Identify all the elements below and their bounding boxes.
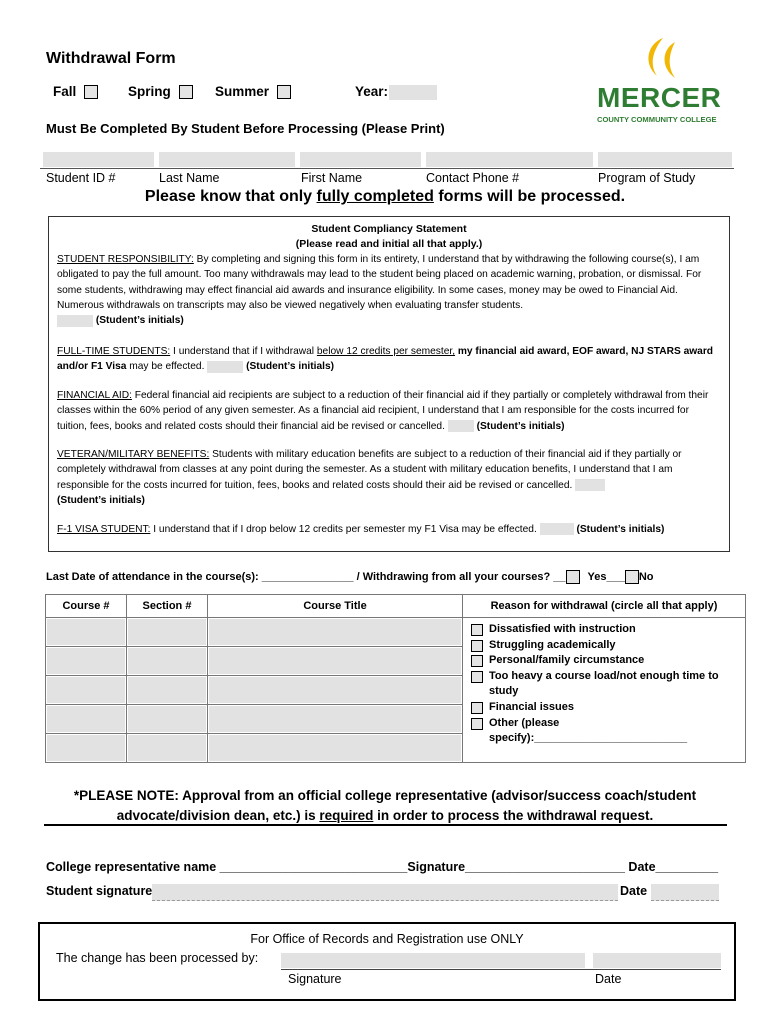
- note-line-2: [0, 806, 770, 826]
- course-number-input-5[interactable]: [47, 735, 125, 761]
- reason-checkbox-4[interactable]: [471, 671, 483, 683]
- term-fall: [53, 84, 98, 99]
- college-logo: [595, 34, 730, 126]
- visa-head: F-1 VISA STUDENT:: [57, 524, 151, 535]
- contact-phone-label: Contact Phone #: [426, 171, 520, 185]
- student-signature-label: Student signature: [46, 884, 153, 898]
- reason-checkbox-6[interactable]: [471, 718, 483, 730]
- reason-checkbox-1[interactable]: [471, 624, 483, 636]
- office-title: For Office of Records and Registration use ONLY: [250, 932, 524, 946]
- veteran-body: Students with military education benefits are subject to a reduction of their financial aid if they partially or completely withdrawal from classes at any point during the semester. As a student with military education benefits, I understand that I am responsible for the costs incurred for tuition, fees, books and related costs should their aid be revised or cancelled.: [57, 449, 682, 491]
- reason-header: Reason for withdrawal (circle all that apply): [463, 595, 746, 618]
- fulltime-head: FULL-TIME STUDENTS:: [57, 346, 171, 357]
- fulltime-underlined: below 12 credits per semester,: [316, 346, 456, 357]
- reason-item: [471, 653, 741, 669]
- notice-post: forms will be processed.: [433, 188, 626, 205]
- student-resp-initials-input[interactable]: [57, 315, 93, 327]
- office-use-box: [38, 922, 736, 1001]
- finaid-head: FINANCIAL AID:: [57, 390, 132, 401]
- reason-label-6: Other (please specify):_________________________: [489, 716, 688, 745]
- last-name-input[interactable]: [159, 152, 295, 167]
- withdraw-all-yes-checkbox[interactable]: [566, 570, 580, 584]
- section-number-input-3[interactable]: [128, 677, 206, 703]
- note-line-2-post: in order to process the withdrawal request.: [373, 808, 654, 823]
- student-id-input[interactable]: [43, 152, 154, 167]
- processed-by-label: The change has been processed by:: [56, 951, 259, 965]
- student-resp-body: By completing and signing this form in its entirety, I understand that by withdrawing the following course(s), I am obligated to pay the full amount. Too many withdrawals may lead to the student being placed on academic warning, probation, or dismissal. For some students, withdrawing may effect financial aid awards and insurance eligibility. In some cases, money may be owed to Financial Aid. Numerous withdrawals on transcripts may also be viewed negatively when evaluating transfer students.: [57, 254, 702, 311]
- program-input[interactable]: [598, 152, 732, 167]
- form-title: Withdrawal Form: [46, 50, 176, 67]
- course-title-header: Course Title: [208, 595, 463, 618]
- reason-item: [471, 638, 741, 654]
- course-title-input-2[interactable]: [209, 648, 461, 674]
- section-number-input-2[interactable]: [128, 648, 206, 674]
- reason-item: [471, 669, 741, 700]
- student-signature-input[interactable]: [152, 884, 618, 901]
- divider: [40, 168, 734, 169]
- reason-item: [471, 700, 741, 716]
- reason-label-1: Dissatisfied with instruction: [489, 623, 636, 635]
- veteran-head: VETERAN/MILITARY BENEFITS:: [57, 449, 210, 460]
- spring-checkbox[interactable]: [179, 85, 193, 99]
- table-row: [46, 618, 746, 647]
- reason-checkbox-5[interactable]: [471, 702, 483, 714]
- reason-label-5: Financial issues: [489, 700, 574, 713]
- rep-name-label[interactable]: College representative name ___________________________: [46, 860, 408, 874]
- student-date-label: Date: [620, 884, 648, 898]
- fulltime-students: [57, 344, 721, 375]
- visa-initials-label: (Student’s initials): [576, 524, 665, 535]
- term-spring: [128, 84, 193, 99]
- compliancy-statement: [48, 216, 730, 552]
- reason-checkbox-2[interactable]: [471, 640, 483, 652]
- logo-name: MERCER: [597, 82, 722, 113]
- veteran-initials-label: (Student’s initials): [57, 494, 145, 506]
- no-label: No: [638, 570, 654, 583]
- instruction: Must Be Completed By Student Before Processing (Please Print): [46, 121, 445, 136]
- office-date-label: Date: [595, 972, 622, 986]
- reason-checkbox-3[interactable]: [471, 655, 483, 667]
- note-line-1: *PLEASE NOTE: Approval from an official college representative (advisor/success coach/student: [73, 788, 697, 803]
- table-header-row: [46, 595, 746, 618]
- course-number-input-2[interactable]: [47, 648, 125, 674]
- student-id-label: Student ID #: [46, 171, 116, 185]
- note-line-2-pre: advocate/division dean, etc.) is: [116, 808, 320, 823]
- term-summer-label: Summer: [215, 84, 270, 99]
- fulltime-initials-label: (Student’s initials): [246, 361, 335, 373]
- completion-notice: [0, 188, 770, 206]
- program-label: Program of Study: [598, 171, 696, 185]
- office-line: [281, 969, 721, 970]
- course-title-input-4[interactable]: [209, 706, 461, 732]
- attendance-row: [46, 570, 654, 584]
- statement-subtitle: (Please read and initial all that apply.): [295, 238, 483, 250]
- office-date-input[interactable]: [593, 953, 721, 968]
- year-input[interactable]: [389, 85, 437, 100]
- fulltime-bold: my financial aid award, EOF award, NJ STARS award and/or F1 Visa: [57, 346, 714, 373]
- course-number-input-4[interactable]: [47, 706, 125, 732]
- summer-checkbox[interactable]: [277, 85, 291, 99]
- visa-body: I understand that if I drop below 12 credits per semester my F1 Visa may be effected.: [150, 524, 537, 535]
- section-number-input-4[interactable]: [128, 706, 206, 732]
- note-divider: [44, 824, 727, 826]
- course-title-input-1[interactable]: [209, 619, 461, 645]
- student-resp-head: STUDENT RESPONSIBILITY:: [57, 254, 194, 265]
- student-resp-initials-label: (Student’s initials): [95, 315, 184, 327]
- year-label: Year:: [355, 84, 389, 99]
- fulltime-initials-input[interactable]: [207, 361, 243, 373]
- first-name-label: First Name: [301, 171, 363, 185]
- finaid-body: Federal financial aid recipients are subject to a reduction of their financial aid if they partially or completely withdrawal from their classes within the 60% period of any given semester. As a financial aid recipient, I understand that I am responsible for the costs incurred for tuition, fees, books and related costs should their financial aid be revised or cancelled.: [57, 390, 709, 432]
- reason-label-2: Struggling academically: [489, 638, 616, 651]
- finaid-initials-input[interactable]: [448, 420, 474, 432]
- contact-phone-input[interactable]: [426, 152, 593, 167]
- financial-aid: [57, 388, 721, 434]
- term-spring-label: Spring: [128, 84, 171, 99]
- reason-item: [471, 716, 741, 747]
- visa-initials-input[interactable]: [540, 523, 574, 535]
- course-number-input-1[interactable]: [47, 619, 125, 645]
- approval-note: [0, 786, 770, 826]
- section-number-input-1[interactable]: [128, 619, 206, 645]
- course-number-header: Course #: [46, 595, 127, 618]
- course-title-input-5[interactable]: [209, 735, 461, 761]
- term-summer: [215, 84, 291, 99]
- student-date-input[interactable]: [651, 884, 719, 901]
- withdraw-all-no-checkbox[interactable]: [625, 570, 639, 584]
- statement-title: Student Compliancy Statement: [311, 223, 467, 235]
- course-title-input-3[interactable]: [209, 677, 461, 703]
- fall-checkbox[interactable]: [84, 85, 98, 99]
- yes-label: Yes___: [587, 570, 625, 583]
- notice-underlined: fully completed: [316, 188, 434, 205]
- reason-label-4: Too heavy a course load/not enough time to study: [489, 669, 719, 698]
- reason-item: [471, 622, 741, 638]
- office-signature-input[interactable]: [281, 953, 585, 968]
- reason-label-3: Personal/family circumstance: [489, 654, 645, 667]
- logo-subtitle: COUNTY COMMUNITY COLLEGE: [597, 115, 717, 124]
- veteran-initials-input[interactable]: [575, 479, 605, 491]
- rep-date-label[interactable]: Date_________: [628, 860, 719, 874]
- note-required: required: [319, 808, 374, 823]
- reason-list: [463, 618, 745, 747]
- first-name-input[interactable]: [300, 152, 421, 167]
- visa-student: [57, 522, 721, 537]
- rep-signature-label[interactable]: Signature_______________________: [407, 860, 625, 874]
- rep-signature-row: [46, 860, 718, 874]
- student-responsibility: [57, 252, 721, 328]
- reason-cell: [463, 618, 746, 763]
- veteran-benefits: [57, 447, 721, 508]
- section-number-header: Section #: [127, 595, 208, 618]
- finaid-initials-label: (Student’s initials): [476, 420, 565, 432]
- course-table: [45, 594, 746, 763]
- notice-pre: Please know that only: [144, 188, 317, 205]
- office-signature-label: Signature: [288, 972, 342, 986]
- term-fall-label: Fall: [53, 84, 77, 99]
- attendance-label: Last Date of attendance in the course(s): _______________ / Withdrawing from all your courses? __: [46, 570, 566, 583]
- section-number-input-5[interactable]: [128, 735, 206, 761]
- fulltime-end: may be effected.: [126, 361, 205, 373]
- last-name-label: Last Name: [159, 171, 220, 185]
- fulltime-body: I understand that if I withdrawal: [170, 346, 317, 357]
- course-number-input-3[interactable]: [47, 677, 125, 703]
